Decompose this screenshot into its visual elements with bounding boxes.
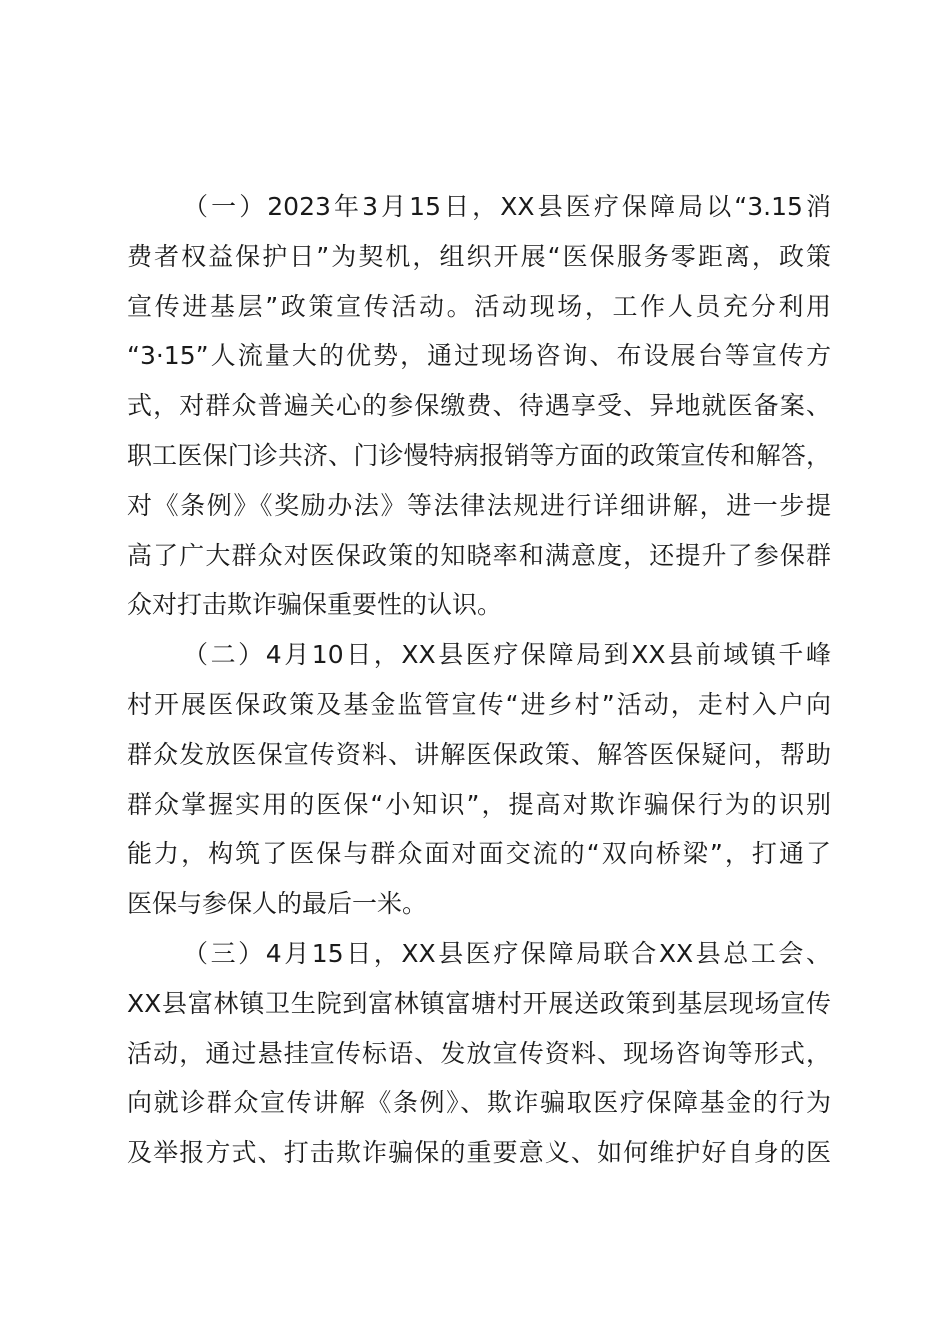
paragraph-line: 职工医保门诊共济、门诊慢特病报销等方面的政策宣传和解答， [127, 440, 831, 470]
paragraph-line: 及举报方式、打击欺诈骗保的重要意义、如何维护好自身的医 [127, 1138, 831, 1168]
paragraph-line: 能力，构筑了医保与群众面对面交流的“双向桥梁”，打通了 [127, 839, 831, 869]
paragraph-line: 费者权益保护日”为契机，组织开展“医保服务零距离，政策 [127, 241, 831, 271]
paragraph-line: 村开展医保政策及基金监管宣传“进乡村”活动，走村入户向 [127, 689, 831, 719]
paragraph-line: 式，对群众普遍关心的参保缴费、待遇享受、异地就医备案、 [127, 391, 831, 421]
paragraph-line: 活动，通过悬挂宣传标语、发放宣传资料、现场咨询等形式， [127, 1038, 831, 1068]
paragraph-line: （三）4月15日，XX县医疗保障局联合XX县总工会、 [183, 938, 831, 968]
document-body [127, 182, 831, 1178]
paragraph-line: 众对打击欺诈骗保重要性的认识。 [127, 590, 503, 620]
paragraph-2 [127, 630, 831, 929]
paragraph-line: （二）4月10日，XX县医疗保障局到XX县前域镇千峰 [183, 640, 831, 670]
paragraph-line: 医保与参保人的最后一米。 [127, 889, 428, 919]
paragraph-line: （一）2023年3月15日，XX县医疗保障局以“3.15消 [183, 192, 831, 221]
paragraph-line: XX县富林镇卫生院到富林镇富塘村开展送政策到基层现场宣传 [127, 988, 831, 1018]
paragraph-1 [127, 182, 831, 630]
paragraph-line: 高了广大群众对医保政策的知晓率和满意度，还提升了参保群 [127, 540, 831, 570]
paragraph-line: 群众发放医保宣传资料、讲解医保政策、解答医保疑问，帮助 [127, 739, 831, 769]
paragraph-line: 群众掌握实用的医保“小知识”，提高对欺诈骗保行为的识别 [127, 789, 831, 819]
paragraph-line: “3·15”人流量大的优势，通过现场咨询、布设展台等宣传方 [127, 341, 831, 371]
paragraph-line: 向就诊群众宣传讲解《条例》、欺诈骗取医疗保障基金的行为 [127, 1088, 831, 1118]
paragraph-line: 对《条例》《奖励办法》等法律法规进行详细讲解，进一步提 [127, 490, 831, 520]
paragraph-line: 宣传进基层”政策宣传活动。活动现场，工作人员充分利用 [127, 291, 831, 321]
paragraph-3 [127, 929, 831, 1178]
